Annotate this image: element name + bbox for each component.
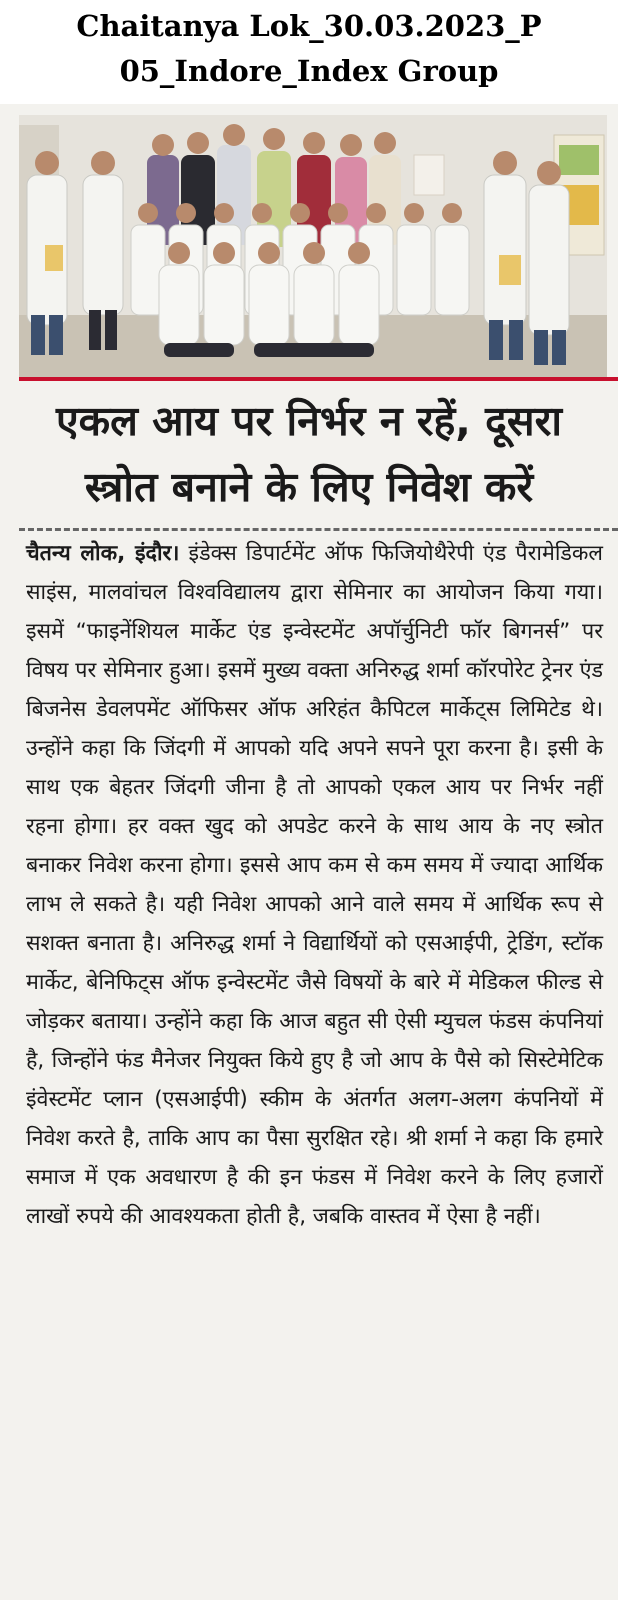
headline-line-2: स्त्रोत बनाने के लिए निवेश करें [84, 463, 534, 511]
group-photo [19, 115, 607, 377]
headline-bottom-rule [19, 528, 618, 531]
article-text: इंडेक्स डिपार्टमेंट ऑफ फिजियोथैरेपी एंड पैरामेडिकल साइंस, मालवांचल विश्वविद्यालय द्वारा सेमिनार का आयोजन किया गया। इसमें “फाइनेंशियल मार्केट एंड इन्वेस्टमेंट अपॉर्चुनिटी फॉर बिगनर्स” पर विषय पर सेमिनार हुआ। इसमें मुख्य वक्ता अनिरुद्ध शर्मा कॉरपोरेट ट्रेनर एंड बिजनेस डेवलपमेंट ऑफिसर ऑफ अरिहंत कैपिटल मार्केट्स लिमिटेड थे। उन्होंने कहा कि जिंदगी में आपको यदि अपने सपने पूरा करना है। इसी के साथ एक बेहतर जिंदगी जीना है तो आपको एकल आय पर निर्भर नहीं रहना होगा। हर वक्त खुद को अपडेट करने के साथ आय के नए स्त्रोत बनाकर निवेश करना होगा। इससे आप कम से कम समय में ज्यादा आर्थिक लाभ ले सकते है। यही निवेश आपको आने वाले समय में आर्थिक रूप से सशक्त बनाता है। अनिरुद्ध शर्मा ने विद्यार्थियों को एसआईपी, ट्रेडिंग, स्टॉक मार्केट, बेनिफिट्स ऑफ इन्वेस्टमेंट जैसे विषयों के बारे में मेडिकल फील्ड से जोड़कर बताया। उन्होंने कहा कि आज बहुत सी ऐसी म्युचल फंडस कंपनियां है, जिन्होंने फंड मैनेजर नियुक्त किये हुए है जो आप के पैसे को सिस्टेमेटिक इंवेस्टमेंट प्लान (एसआईपी) स्कीम के अंतर्गत अलग-अलग कंपनियों में निवेश करते है, ताकि आप का पैसा सुरक्षित रहे। श्री शर्मा ने कहा कि हमारे समाज में एक अवधारण है की इन फंडस में निवेश करने के लिए हजारों लाखों रुपये की आवश्यकता होती है, जबकि वास्तव में ऐसा है नहीं। [26, 541, 604, 1229]
article-body [26, 534, 603, 1236]
caption-line-1: Chaitanya Lok_30.03.2023_P [76, 9, 542, 43]
clipping-caption [0, 4, 618, 94]
caption-line-2: 05_Indore_Index Group [119, 54, 499, 88]
dateline: चैतन्य लोक, इंदौर। [26, 541, 180, 566]
headline-line-1: एकल आय पर निर्भर न रहें, दूसरा [55, 397, 563, 445]
article-headline [0, 388, 618, 520]
headline-top-rule [19, 377, 618, 381]
